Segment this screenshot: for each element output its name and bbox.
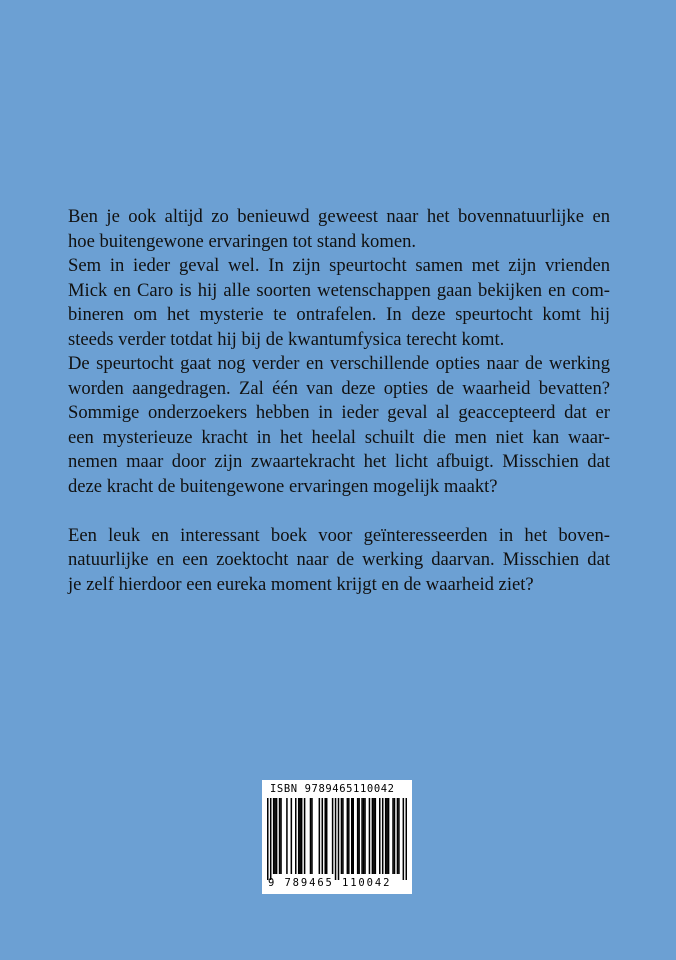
barcode-bar (299, 798, 301, 874)
barcode-bar (347, 798, 349, 874)
blurb-text (68, 205, 610, 597)
barcode-bar (375, 798, 377, 874)
barcode-bar (335, 798, 337, 880)
barcode-bar (372, 798, 374, 874)
blurb-line: Een leuk en interessant boek voor geïnteresseerden in het boven- (68, 524, 610, 546)
barcode-bar (382, 798, 384, 874)
barcode-bar (341, 798, 343, 874)
blurb-paragraph-4 (68, 524, 610, 598)
barcode-bar (386, 798, 388, 874)
barcode-bar (361, 798, 363, 874)
blurb-paragraph-2 (68, 254, 610, 352)
blurb-line: bineren om het mysterie te ontrafelen. In deze speurtocht komt hij (68, 304, 610, 325)
barcode-bar (286, 798, 288, 874)
barcode-bar (267, 798, 269, 880)
barcode-bar (310, 798, 312, 874)
barcode-bar (363, 798, 365, 874)
barcode-bar (385, 798, 387, 874)
barcode-bar (406, 798, 407, 880)
blurb-paragraph-3 (68, 352, 610, 499)
barcode-bar (291, 798, 293, 874)
barcode-bar (394, 798, 396, 874)
barcode-bar (319, 798, 321, 874)
blurb-line: hoe buitengewone ervaringen tot stand komen. (68, 230, 417, 252)
barcode-bar (332, 798, 334, 874)
barcode-bar (342, 798, 344, 874)
blurb-line: deze kracht de buitengewone ervaringen mogelijk maakt? (68, 475, 498, 497)
isbn-label: ISBN 9789465110042 (270, 783, 395, 795)
barcode-bar (351, 798, 353, 874)
barcode-bar (398, 798, 400, 874)
barcode-bar (324, 798, 326, 874)
blurb-line: natuurlijke en een zoektocht naar de werking daarvan. Misschien dat (68, 549, 610, 570)
barcode-bar (304, 798, 306, 874)
barcode-bar (352, 798, 354, 874)
barcode-bar (358, 798, 360, 874)
barcode-bar (295, 798, 297, 874)
blurb-line: nemen maar door zijn zwaartekracht het licht afbuigt. Misschien dat (68, 451, 610, 472)
blurb-paragraph-1 (68, 205, 610, 254)
barcode-bar (326, 798, 328, 874)
blurb-line: Sem in ieder geval wel. In zijn speurtocht samen met zijn vrienden (68, 255, 610, 276)
blurb-line: worden aangedragen. Zal één van deze opties de waarheid bevatten? (68, 377, 610, 399)
blurb-line: Ben je ook altijd zo benieuwd geweest naar het bovennatuurlijke en (68, 206, 610, 227)
barcode-bar (274, 798, 276, 874)
isbn-digits: 9 789465 110042 (268, 877, 392, 889)
barcode-bar (298, 798, 300, 874)
barcode-bar (280, 798, 282, 874)
barcode-bar (273, 798, 275, 874)
barcode-bar (369, 798, 371, 874)
isbn-barcode (262, 780, 412, 894)
blurb-line: De speurtocht gaat nog verder en verschillende opties naar de werking (68, 353, 610, 374)
blurb-line: Sommige onderzoekers hebben in ieder geval al geaccepteerd dat er (68, 402, 610, 423)
barcode-bar (301, 798, 303, 874)
barcode-bar (357, 798, 359, 874)
barcode-bar (311, 798, 313, 874)
blurb-line: je zelf hierdoor een eureka moment krijgt en de waarheid ziet? (68, 573, 534, 595)
barcode-bar (379, 798, 381, 874)
barcode-bar (338, 798, 340, 880)
barcode-bar (322, 798, 324, 874)
barcode-bar (373, 798, 375, 874)
barcode-bar (364, 798, 366, 874)
barcode-bar (279, 798, 281, 874)
blurb-line: steeds verder totdat hij bij de kwantumfysica terecht komt. (68, 328, 505, 350)
barcode-bar (348, 798, 350, 874)
barcode-bar (397, 798, 399, 874)
barcode-bar (270, 798, 272, 880)
blurb-line: een mysterieuze kracht in het heelal schuilt die men niet kan waar- (68, 426, 610, 448)
barcode-bar (388, 798, 390, 874)
barcode-bar (392, 798, 394, 874)
paragraph-spacer (68, 499, 610, 524)
barcode-bar (276, 798, 278, 874)
barcode-bar (403, 798, 405, 880)
blurb-line: Mick en Caro is hij alle soorten wetenschappen gaan bekijken en com- (68, 279, 610, 301)
barcode-bars (267, 798, 407, 880)
